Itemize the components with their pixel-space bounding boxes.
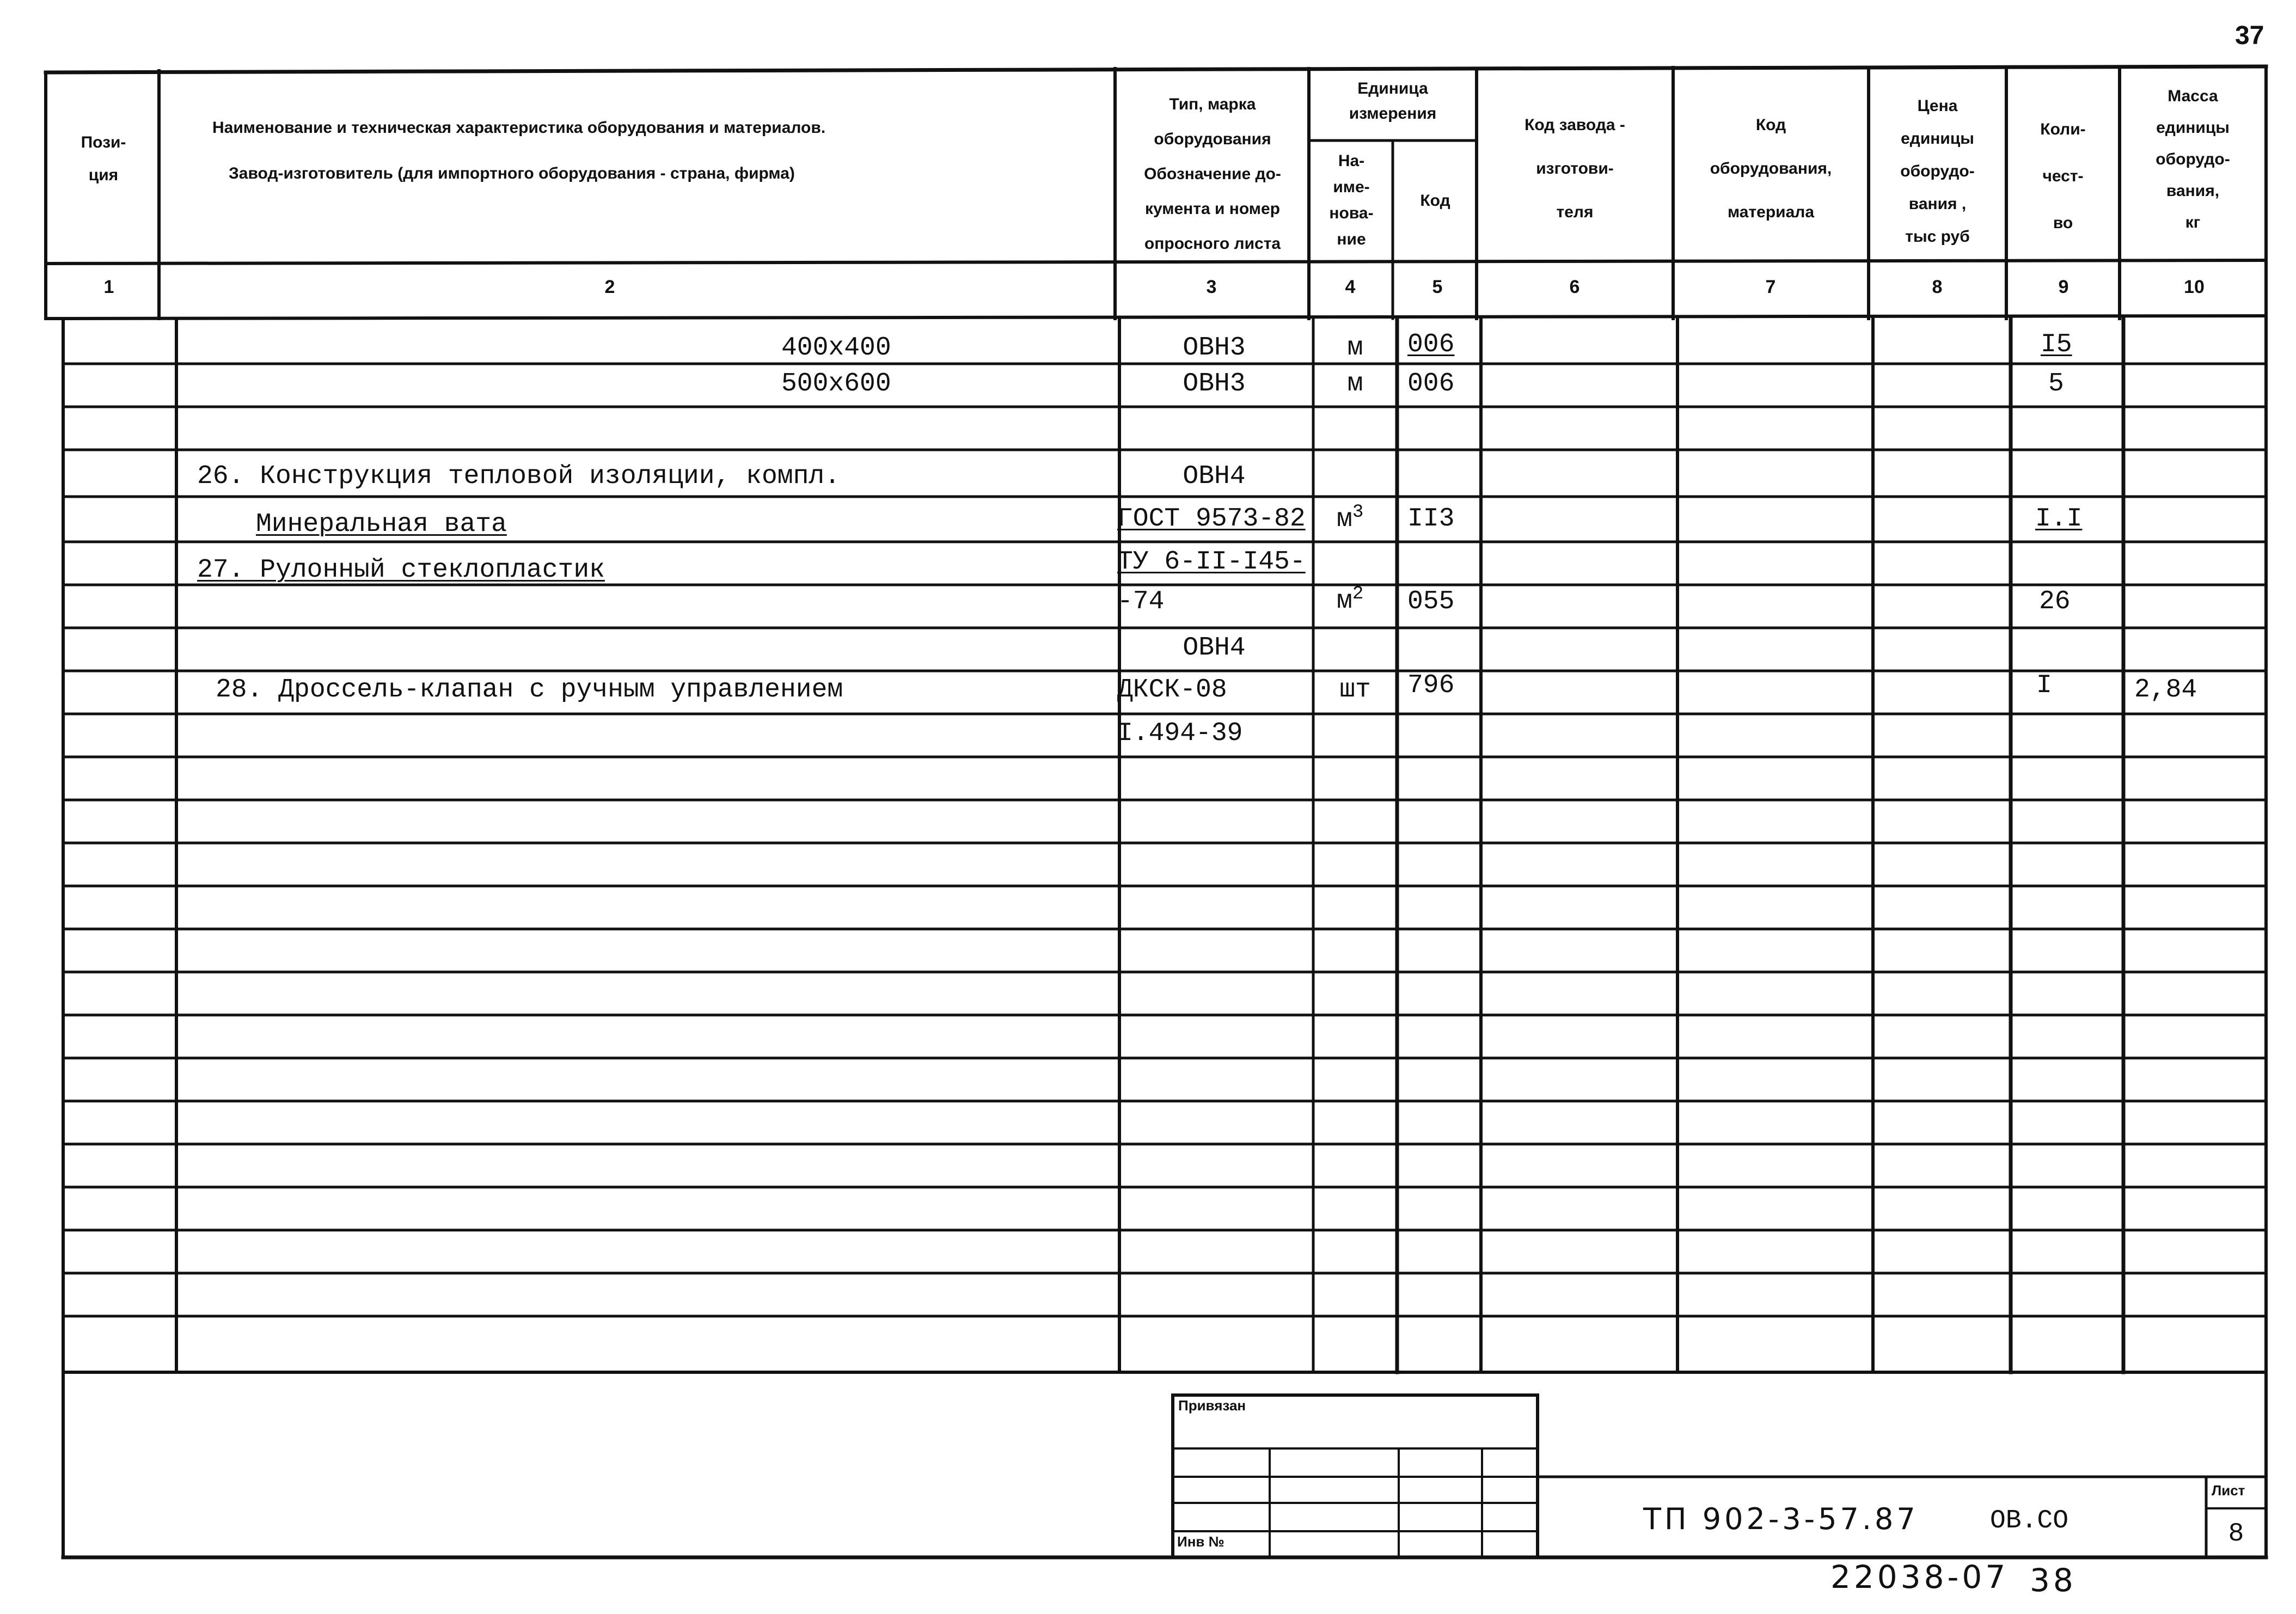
header-line: единицы [2156, 119, 2230, 137]
header-price [1869, 90, 2006, 253]
col-number: 6 [1569, 277, 1580, 297]
row2-unit: м [1347, 369, 1363, 399]
footer-page-number: 38 [2030, 1562, 2077, 1599]
header-line: во [2053, 214, 2073, 232]
header-mass [2120, 81, 2266, 239]
header-unit-code: Код [1420, 192, 1450, 210]
col-number: 1 [103, 277, 114, 297]
col-number: 5 [1432, 277, 1443, 297]
col-number: 7 [1765, 277, 1776, 297]
sheet-number: 8 [2228, 1519, 2244, 1549]
doc-suffix: ОВ.СО [1990, 1506, 2069, 1536]
row5-type: ТУ 6-II-I45- [1117, 547, 1306, 577]
unit-text: м [1337, 505, 1352, 534]
row6-qty: 26 [2039, 587, 2071, 616]
row2-qty: 5 [2048, 369, 2064, 399]
header-line: кумента и номер [1144, 200, 1281, 218]
row8-code: 796 [1407, 671, 1455, 700]
col-number: 3 [1206, 277, 1217, 297]
header-line: Пози- [81, 133, 126, 151]
page-number: 37 [2235, 21, 2264, 50]
row1-code: 006 [1407, 330, 1455, 359]
header-line: материала [1727, 203, 1815, 221]
header-line: изготови- [1536, 160, 1614, 178]
row4-code: II3 [1407, 504, 1455, 534]
row4-type: ГОСТ 9573-82 [1117, 504, 1306, 534]
header-line: вания, [2166, 182, 2220, 200]
row3-type: ОВН4 [1183, 462, 1246, 491]
header-line: кг [2185, 213, 2201, 231]
header-line: Единица [1357, 80, 1428, 97]
row5-name: 27. Рулонный стеклопластик [197, 555, 605, 585]
row4-qty: I.I [2035, 504, 2083, 534]
header-line: Коли- [2040, 120, 2086, 138]
col-number: 10 [2184, 277, 2205, 297]
header-factory-code [1477, 103, 1673, 234]
row2-code: 006 [1407, 369, 1455, 399]
row2-name: 500x600 [781, 369, 891, 399]
stamp-bound-label: Привязан [1178, 1397, 1246, 1414]
header-unit [1309, 76, 1477, 126]
row8-qty: I [2036, 671, 2052, 700]
row4-name: Минеральная вата [256, 510, 507, 539]
row8-unit: шт [1339, 675, 1371, 705]
header-line: измерения [1349, 105, 1437, 123]
header-line: Код [1755, 116, 1786, 134]
unit-text: м [1337, 586, 1352, 616]
row4-unit [1337, 502, 1363, 534]
row3-name: 26. Конструкция тепловой изоляции, компл. [197, 462, 840, 491]
header-line: Наименование и техническая характеристика оборудования и материалов. [212, 119, 826, 137]
header-unit-name [1311, 148, 1392, 253]
header-line: име- [1333, 178, 1370, 196]
header-line: Завод-изготовитель (для импортного оборудования - страна, фирма) [229, 164, 795, 182]
footer-order-number: 22038-07 [1830, 1558, 2009, 1595]
col-number: 2 [604, 277, 615, 297]
header-line: Цена [1917, 97, 1958, 115]
header-line: оборудо- [2156, 150, 2230, 168]
header-line: Тип, марка [1169, 95, 1256, 113]
header-line: тыс руб [1905, 228, 1970, 246]
header-position [49, 126, 158, 192]
header-line: теля [1556, 203, 1594, 221]
unit-exponent: 3 [1352, 502, 1364, 523]
stamp-inv-label: Инв № [1177, 1533, 1224, 1550]
header-line: оборудо- [1900, 162, 1975, 180]
header-line: ция [88, 166, 119, 184]
unit-exponent: 2 [1352, 584, 1364, 604]
col-number: 8 [1932, 277, 1943, 297]
row8-name: 28. Дроссель-клапан с ручным управлением [216, 675, 843, 705]
row2-type: ОВН3 [1183, 369, 1246, 399]
header-line: оборудования, [1710, 160, 1832, 178]
header-line: Код завода - [1524, 116, 1625, 134]
row8-type: ДКСК-08 [1117, 675, 1227, 705]
header-line: единицы [1901, 130, 1974, 148]
header-type [1117, 87, 1308, 261]
row1-type: ОВН3 [1183, 333, 1246, 363]
row1-qty: I5 [2041, 330, 2072, 359]
header-line: Масса [2168, 87, 2218, 105]
header-equipment-code [1673, 103, 1869, 234]
row9-type: I.494-39 [1117, 719, 1243, 748]
row6-unit [1337, 584, 1363, 616]
header-line: нова- [1329, 204, 1374, 222]
header-line: ние [1337, 230, 1366, 248]
header-line: Обозначение до- [1144, 165, 1281, 183]
header-line: оборудования [1154, 130, 1271, 148]
row8-mass: 2,84 [2134, 675, 2197, 705]
header-line: чест- [2042, 167, 2084, 185]
sheet-label: Лист [2212, 1482, 2245, 1499]
header-name [212, 119, 825, 183]
row6-code: 055 [1407, 587, 1455, 616]
row6-type: -74 [1117, 587, 1165, 616]
doc-code: ТП 902-3-57.87 [1643, 1502, 1919, 1536]
header-line: На- [1338, 152, 1365, 170]
header-line: вания , [1908, 195, 1967, 213]
row1-name: 400x400 [781, 333, 891, 363]
col-number: 4 [1345, 277, 1356, 297]
header-line: опросного листа [1144, 235, 1281, 253]
row1-unit: м [1347, 333, 1363, 363]
col-number: 9 [2058, 277, 2069, 297]
header-quantity [2006, 106, 2120, 247]
row7-type: ОВН4 [1183, 633, 1246, 663]
